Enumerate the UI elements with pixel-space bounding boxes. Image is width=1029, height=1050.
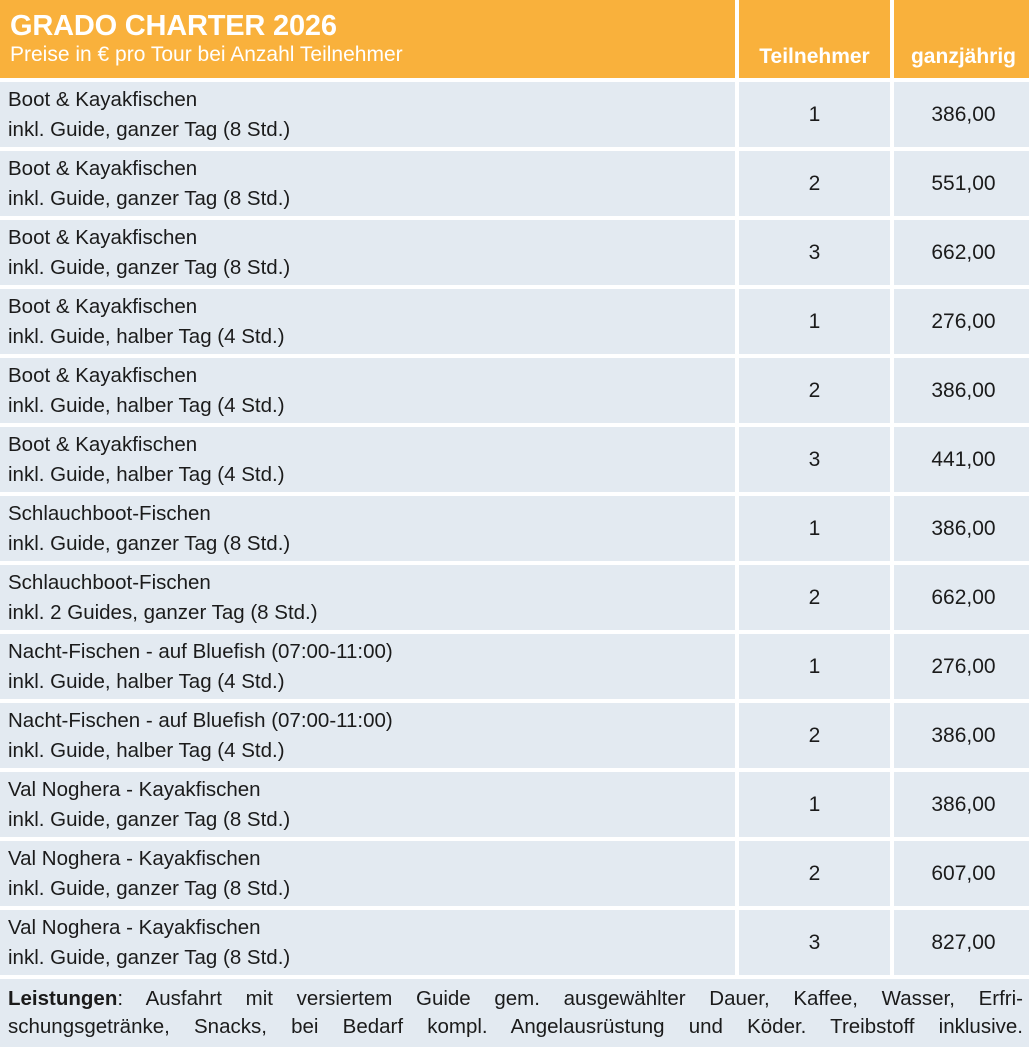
- tour-name: Schlauchboot-Fischen: [8, 571, 211, 595]
- cell-price: 662,00: [894, 220, 1029, 285]
- column-header-price: [894, 0, 1029, 78]
- services-note-separator: :: [117, 986, 146, 1010]
- cell-participants: 2: [739, 151, 890, 216]
- tour-name: Boot & Kayakfischen: [8, 226, 198, 250]
- cell-tour-description: [0, 703, 735, 768]
- cell-tour-description: [0, 772, 735, 837]
- tour-name: Val Noghera - Kayakfischen: [8, 916, 261, 940]
- tour-name: Nacht-Fischen - auf Bluefish (07:00-11:00): [8, 640, 393, 664]
- cell-participants: 1: [739, 289, 890, 354]
- cell-price: 276,00: [894, 634, 1029, 699]
- cell-price: 386,00: [894, 772, 1029, 837]
- cell-participants: 3: [739, 220, 890, 285]
- tour-name: Boot & Kayakfischen: [8, 433, 198, 457]
- tour-detail: inkl. Guide, halber Tag (4 Std.): [8, 393, 285, 417]
- tour-detail: inkl. Guide, ganzer Tag (8 Std.): [8, 531, 291, 555]
- tour-detail: inkl. Guide, halber Tag (4 Std.): [8, 324, 285, 348]
- tour-detail: inkl. Guide, ganzer Tag (8 Std.): [8, 945, 291, 969]
- cell-tour-description: [0, 220, 735, 285]
- header-title-block: [0, 0, 735, 78]
- tour-name: Nacht-Fischen - auf Bluefish (07:00-11:00): [8, 709, 393, 733]
- cell-participants: 2: [739, 565, 890, 630]
- cell-tour-description: [0, 427, 735, 492]
- cell-tour-description: [0, 841, 735, 906]
- tour-detail: inkl. Guide, ganzer Tag (8 Std.): [8, 876, 291, 900]
- cell-participants: 3: [739, 910, 890, 975]
- cell-price: 386,00: [894, 496, 1029, 561]
- cell-participants: 1: [739, 634, 890, 699]
- cell-tour-description: [0, 289, 735, 354]
- cell-participants: 1: [739, 772, 890, 837]
- cell-tour-description: [0, 634, 735, 699]
- table-row: [0, 496, 1029, 561]
- cell-price: 607,00: [894, 841, 1029, 906]
- table-row: [0, 427, 1029, 492]
- services-note-line-2: schungsgetränke, Snacks, bei Bedarf kompl. Angelausrüstung und Köder. Treibstoff inklusive.: [8, 1015, 1023, 1038]
- table-row: [0, 220, 1029, 285]
- column-header-participants-label: Teilnehmer: [759, 45, 870, 68]
- table-row: [0, 841, 1029, 906]
- cell-price: 827,00: [894, 910, 1029, 975]
- tour-name: Boot & Kayakfischen: [8, 157, 198, 181]
- tour-detail: inkl. Guide, halber Tag (4 Std.): [8, 738, 285, 762]
- table-row: [0, 910, 1029, 975]
- tour-detail: inkl. Guide, halber Tag (4 Std.): [8, 462, 285, 486]
- tour-detail: inkl. 2 Guides, ganzer Tag (8 Std.): [8, 600, 318, 624]
- cell-tour-description: [0, 151, 735, 216]
- table-row: [0, 289, 1029, 354]
- tour-detail: inkl. Guide, halber Tag (4 Std.): [8, 669, 285, 693]
- table-row: [0, 82, 1029, 147]
- column-header-price-label: ganzjährig: [910, 45, 1016, 68]
- tour-name: Schlauchboot-Fischen: [8, 502, 211, 526]
- table-row: [0, 634, 1029, 699]
- cell-price: 386,00: [894, 703, 1029, 768]
- services-note-text-1: Ausfahrt mit versiertem Guide gem. ausgewählter Dauer, Kaffee, Wasser, Erfri-: [145, 986, 1023, 1010]
- tour-name: Boot & Kayakfischen: [8, 364, 198, 388]
- tour-name: Boot & Kayakfischen: [8, 295, 198, 319]
- cell-price: 551,00: [894, 151, 1029, 216]
- cell-participants: 2: [739, 841, 890, 906]
- page-subtitle: Preise in € pro Tour bei Anzahl Teilnehmer: [10, 43, 403, 67]
- cell-price: 386,00: [894, 358, 1029, 423]
- table-row: [0, 703, 1029, 768]
- cell-tour-description: [0, 496, 735, 561]
- cell-tour-description: [0, 565, 735, 630]
- tour-name: Val Noghera - Kayakfischen: [8, 847, 261, 871]
- table-body: [0, 82, 1029, 979]
- tour-name: Boot & Kayakfischen: [8, 88, 198, 112]
- page-title: GRADO CHARTER 2026: [10, 9, 337, 42]
- services-note-line-1: [8, 985, 1023, 1013]
- cell-tour-description: [0, 910, 735, 975]
- cell-participants: 3: [739, 427, 890, 492]
- tour-detail: inkl. Guide, ganzer Tag (8 Std.): [8, 807, 291, 831]
- cell-price: 441,00: [894, 427, 1029, 492]
- tour-detail: inkl. Guide, ganzer Tag (8 Std.): [8, 186, 291, 210]
- table-row: [0, 565, 1029, 630]
- tour-detail: inkl. Guide, ganzer Tag (8 Std.): [8, 117, 291, 141]
- cell-price: 386,00: [894, 82, 1029, 147]
- cell-price: 662,00: [894, 565, 1029, 630]
- services-note: [0, 979, 1029, 1047]
- column-header-participants: [739, 0, 890, 78]
- table-row: [0, 772, 1029, 837]
- table-header: [0, 0, 1029, 78]
- cell-participants: 2: [739, 703, 890, 768]
- tour-detail: inkl. Guide, ganzer Tag (8 Std.): [8, 255, 291, 279]
- cell-tour-description: [0, 82, 735, 147]
- table-row: [0, 358, 1029, 423]
- cell-price: 276,00: [894, 289, 1029, 354]
- cell-participants: 1: [739, 496, 890, 561]
- cell-participants: 1: [739, 82, 890, 147]
- cell-tour-description: [0, 358, 735, 423]
- tour-name: Val Noghera - Kayakfischen: [8, 778, 261, 802]
- services-note-label: Leistungen: [8, 986, 118, 1010]
- table-row: [0, 151, 1029, 216]
- cell-participants: 2: [739, 358, 890, 423]
